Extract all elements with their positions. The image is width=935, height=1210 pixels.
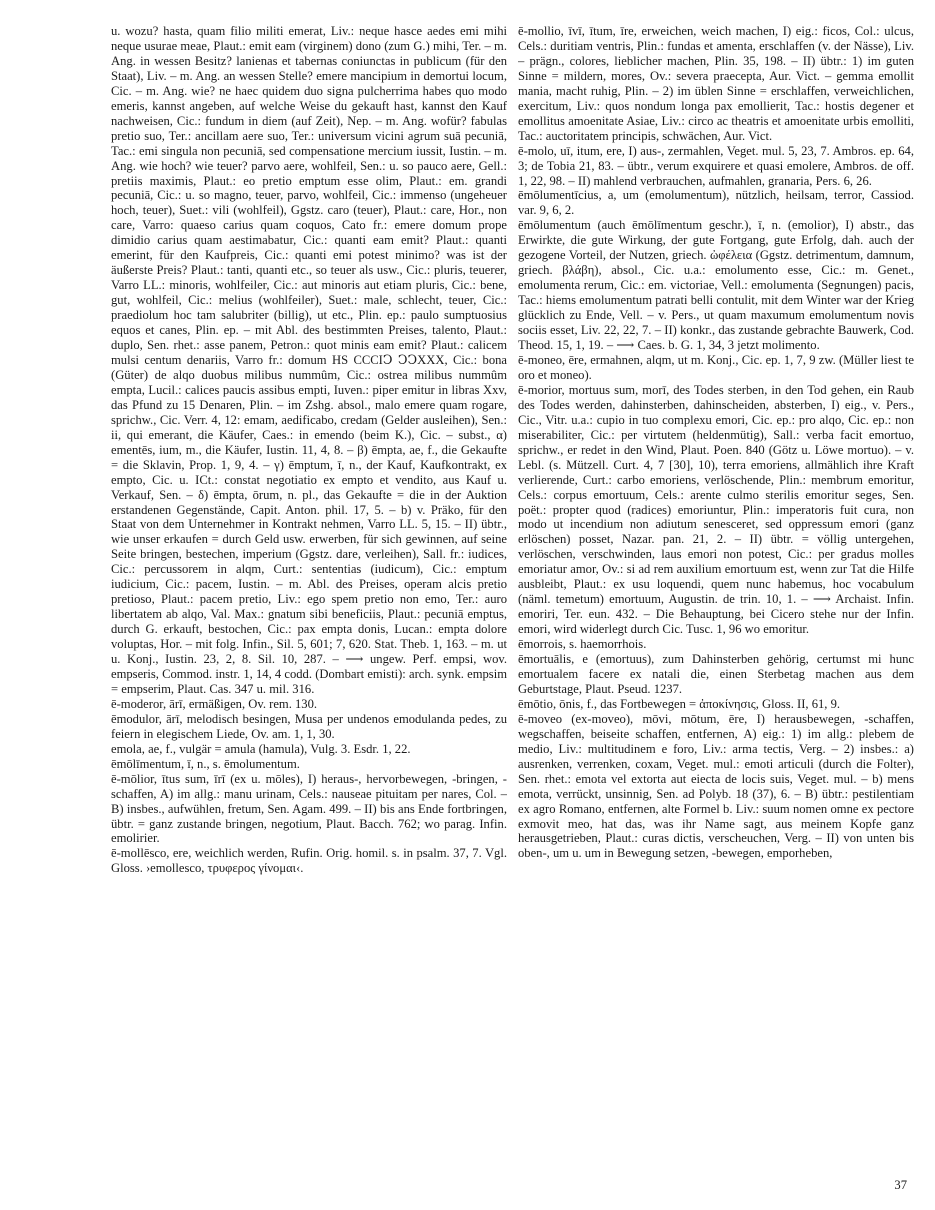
- dictionary-entry: ēmōlumentīcius, a, um (emolumentum), nützlich, heilsam, terror, Cassiod. var. 9, 6, 2.: [518, 188, 914, 218]
- dictionary-entry: ē-molo, uī, itum, ere, I) aus-, zermahlen, Veget. mul. 5, 23, 7. Ambros. ep. 64, 3; de Tobia 21, 83. – übtr., verum exquirere et quasi emolere, Ambros. de off. 1, 22, 98. – II) mahlend verbrauchen, aufmahlen, granaria, Pers. 6, 26.: [518, 143, 914, 188]
- dictionary-entry: ē-moveo (ex-moveo), mōvi, mōtum, ēre, I) herausbewegen, -schaffen, wegschaffen, beiseite schaffen, entfernen, A) eig.: 1) im allg.: plebem de medio, Liv.: multitudinem e foro, Liv.: arma tectis, Verg. – 2) insbes.: a) ausrenken, verrenken, coxam, Veget. mul.: emoti articuli (durch die Folter), Sen. rhet.: emota vel extorta aut eiecta de locis suis, Veget. mul. – b) mens emota, verrückt, unsinnig, Sen. ad Polyb. 18 (37), 6. – B) übtr.: pestilentiam ex agro Romano, entfernen, alte Formel b. Liv.: suum nomen omne ex pectore exmovit meo, hat das, was ihr Name sagt, aus meinem Kopfe ganz herausgetrieben, Plaut.: curas dictis, verscheuchen, Verg. – II) von unten bis oben-, um u. um in Bewegung setzen, -bewegen, emporheben,: [518, 711, 914, 861]
- right-column: [518, 24, 914, 1174]
- dictionary-entry: ē-moderor, ārī, ermäßigen, Ov. rem. 130.: [111, 696, 318, 711]
- dictionary-entry: emola, ae, f., vulgär = amula (hamula), Vulg. 3. Esdr. 1, 22.: [111, 741, 411, 756]
- left-column: [111, 24, 507, 1182]
- dictionary-entry: ē-mollēsco, ere, weichlich werden, Rufin. Orig. homil. s. in psalm. 37, 7. Vgl. Gloss. ›emollesco, τρυφερος γίνομαι‹.: [111, 846, 507, 876]
- dictionary-entry: ēmortuālis, e (emortuus), zum Dahinsterben gehörig, certumst mi hunc emortualem facere ex natali die, einen Sterbetag machen aus dem Geburtstage, Plaut. Pseud. 1237.: [518, 652, 914, 696]
- dictionary-entry: ē-moneo, ēre, ermahnen, alqm, ut m. Konj., Cic. ep. 1, 7, 9 zw. (Müller liest te oro et moneo).: [518, 352, 914, 382]
- dictionary-entry: ē-mollio, īvī, ītum, īre, erweichen, weich machen, I) eig.: ficos, Col.: ulcus, Cels.: duritiam ventris, Plin.: fundas et amenta, erschlaffen (v. der Nässe), Liv. – prägn., colores, lieblicher machen, Plin. 35, 198. – II) übtr.: 1) im guten Sinne = mildern, mores, Ov.: severa praecepta, Aur. Vict. – gemma emollit mania, macht ruhig, Plin. – 2) im üblen Sinne = erschlaffen, verweichlichen, exercitum, Liv.: quos nondum longa pax emollierit, Tac.: hostis degener et emollitus amoenitate Asiae, Liv.: circo ac theatris et amoenitate urbis emolliti, Tac.: auctoritatem principis, schwächen, Aur. Vict.: [518, 24, 914, 143]
- dictionary-entry: ē-morior, mortuus sum, morī, des Todes sterben, in den Tod gehen, ein Raub des Todes werden, dahinsterben, dahinscheiden, absterben, I) eig., v. Pers., Cic., Vitr. u.a.: cupio in tuo complexu emori, Cic. ep.: pro alqo, Cic. ep.: non miserabiliter, Cic.: per virtutem (heldenmütig), Sall.: verba facit emortuo, sprichw., er redet in den Wind, Plaut. Poen. 840 (Götz u. Löwe mortuo). – v. Lebl. (s. Mützell. Curt. 4, 7 [30], 10), terra emoriens, allmählich ihre Kraft verlierende, Curt.: carbo emoriens, verlöschende, Plin.: membrum emoritur, Cels.: corpus emortuum, Cels.: arente culmo sterilis emoritur seges, Sen. poët.: propter quod (radices) emoriuntur, Plin.: imperatoris fuit cura, non modo ut incendium non adiutum senesceret, sed oppressum emori (ganz erlöschen) posset, Nazar. pan. 21, 2. – II) übtr. = völlig untergehen, verlöschen, verschwinden, laus emori non potest, Cic.: per gradus molles emoriatur amor, Ov.: si ad rem auxilium emortuum est, wenn zur Tat die Hilfe ausbleibt, Plaut.: ex usu loquendi, quem nunc habemus, hoc vocabulum (näml. temetum) emortuum, Augustin. de trin. 10, 1. – ⟶ Archaist. Infin. emoriri, Ter. eun. 432. – Die Behauptung, bei Cicero stehe nur der Infin. emori, wird widerlegt durch Cic. Tusc. 1, 96 wo emoritur.: [518, 382, 914, 637]
- dictionary-entry: ēmōtio, ōnis, f., das Fortbewegen = ἀποκίνησις, Gloss. II, 61, 9.: [518, 696, 841, 711]
- dictionary-entry: ēmōlīmentum, ī, n., s. ēmolumentum.: [111, 756, 300, 771]
- dictionary-entry: ēmorrois, s. haemorrhois.: [518, 637, 647, 652]
- dictionary-entry: ē-mōlior, ītus sum, īrī (ex u. mōles), I) heraus-, hervorbewegen, -bringen, -schaffen, A) im allg.: manu urinam, Cels.: nauseae pituitam per nares, Col. – B) insbes., aufwühlen, fretum, Sen. Agam. 499. – II) bis ans Ende fortbringen, übtr. = ganz zustande bringen, negotium, Plaut. Bacch. 762; wo parag. Infin. emolirier.: [111, 771, 507, 846]
- dictionary-entry: ēmōlumentum (auch ēmōlīmentum geschr.), ī, n. (emolior), I) abstr., das Erwirkte, die gute Wirkung, der gute Fortgang, gute Erfolg, dah. auch der gezogene Vorteil, der Nutzen, griech. ὠφέλεια (Ggstz. detrimentum, damnum, griech. βλάβη), absol., Cic. u.a.: emolumento esse, Cic.: m. Genet., emolumenta rerum, Cic.: em. victoriae, Vell.: emolumenta (Segnungen) pacis, Tac.: hiems emolumentum patrati belli contulit, mit dem Winter war der Krieg glücklich zu Ende, Vell. – v. Pers., ut quam maxumum emolumentum novis sociis esset, Liv. 22, 22, 7. – II) konkr., das zustande gebrachte Bauwerk, Cod. Theod. 15, 1, 19. – ⟶ Caes. b. G. 1, 34, 3 jetzt molimento.: [518, 218, 914, 353]
- page-number: 37: [894, 1178, 907, 1192]
- dictionary-entry: ēmodulor, ārī, melodisch besingen, Musa per undenos emodulanda pedes, zu feiern in elegischem Liede, Ov. am. 1, 1, 30.: [111, 711, 507, 741]
- continuation-paragraph: u. wozu? hasta, quam filio militi emerat, Liv.: neque hasce aedes emi mihi neque usurae meae, Plaut.: emit eam (virginem) dono (zum G.) mihi, Ter. – m. Ang. in wessen Besitz? lanienas et tabernas coniunctas in publicum (für den Staat), Liv. – m. Ang. an wessen Stelle? emere mancipium in demortui locum, Cic. – m. Ang. wie? ne haec quidem duo signa pulcherrima habes quo modo emeris, kannst angeben, auf welche Weise du gekauft hast, kannst den Kauf nachweisen, Cic.: fundum in diem (auf Zeit), Nep. – m. Ang. wofür? fabulas pretio suo, Ter.: ancillam aere suo, Ter.: universum vicini agrum suā pecuniā, Tac.: emi singula non pecuniā, sed compensatione mercium iussit, Iustin. – m. Ang. wie hoch? wie teuer? parvo aere, wohlfeil, Sen.: u. so pauco aere, Gell.: pretiis maximis, Plaut.: eo pretio emptum esse olim, Plaut.: em. grandi pecuniā, Cic.: u. so magno, teuer, parvo, wohlfeil, Cic.: immenso (ungeheuer hoch, teuer), Suet.: vili (wohlfeil), Ggstz. caro (teuer), Plaut.: care, Hor., non care, Varro: quaeso carius quam coquos, Cato fr.: emere domum prope dimidio carius quam aestimabatur, Cic.: quanti eam emit? Plaut.: quanti emerint, für den Kaufpreis, Cic.: quanti emi potest minimo? was ist der äußerste Preis? Plaut.: tanti, quanti etc., so teuer als usw., Cic.: pluris, teuerer, Varro LL.: minoris, wohlfeiler, Cic.: aut minoris aut etiam pluris, Cic.: bene, gut, wohlfeil, Cic.: melius (wohlfeiler), Suet.: male, schlecht, teuer, Cic.: praediolum hoc tam salubriter (billig), ut etc., Plin. ep.: paulo sumptuosius equos et canes, Plin. ep. – mit Abl. des bestimmten Preises, talento, Plaut.: duplo, Sen. rhet.: asse panem, Petron.: quot minis eam emit? Plaut.: calicem mulsi centum denariis, Varro fr.: domum HS CCCIↃ ↃↃXXX, Cic.: bona (Güter) de alqo duobus milibus nummûm, Cic.: ostrea milibus nummûm empta, Lucil.: calices paucis assibus empti, Iuven.: piper emitur in libras Xxv, das Pfund zu 15 Denaren, Plin. – im Zshg. absol., malo emere quam rogare, sprichw., Cic. Verr. 4, 12: emam, aedificabo, credam (Gelder ausleihen), Sen.: ii, qui emerant, die Käufer, Caes.: in emendo (beim K.), Cic. – subst., α) ementēs, ium, m., die Käufer, Iustin. 11, 4, 8. – β) ēmpta, ae, f., die Gekaufte = die Sklavin, Prop. 1, 9, 4. – γ) ēmptum, ī, n., der Kauf, Kaufkontrakt, ex empto, Cic. u. ICt.: constat negotiatio ex empto et vendito, aus Kauf u. Verkauf, Sen. – δ) ēmpta, ōrum, n. pl., das Gekaufte = die in der Auktion erstandenen Gegenstände, Capit. Anton. phil. 17, 5. – b) v. Präko, für den Staat von dem Unternehmer in Kontrakt nehmen, Varro LL. 5, 15. – II) übtr., wie unser erkaufen = durch Geld usw. erwerben, für sich gewinnen, auf seine Seite bringen, bestechen, imperium (Ggstz. dare, verleihen), Sall. fr.: iudices, Cic.: percussorem in alqm, Curt.: sententias (iudicum), Cic.: emptum iudicium, Cic.: pacem, Iustin. – m. Abl. des Preises, operam alcis pretio pretioso, Plaut.: pacem pretio, Liv.: ego spem pretio non emo, Ter.: auro libertatem ab alqo, Val. Max.: gnatum sibi beneficiis, Plaut.: pecuniā emptus, durch G. erkauft, bestochen, Cic.: pax empta donis, Lucan.: empta dolore voluptas, Hor. – mit folg. Infin., Sil. 5, 601; 7, 620. Stat. Theb. 1, 163. – m. ut u. Konj., Iustin. 23, 2, 8. Sil. 10, 287. – ⟶ ungew. Perf. empsi, wov. empseris, Commod. instr. 1, 14, 4 codd. (Dombart emisti): arch. synk. empsim = empserim, Plaut. Cas. 347 u. mil. 316.: [111, 24, 507, 696]
